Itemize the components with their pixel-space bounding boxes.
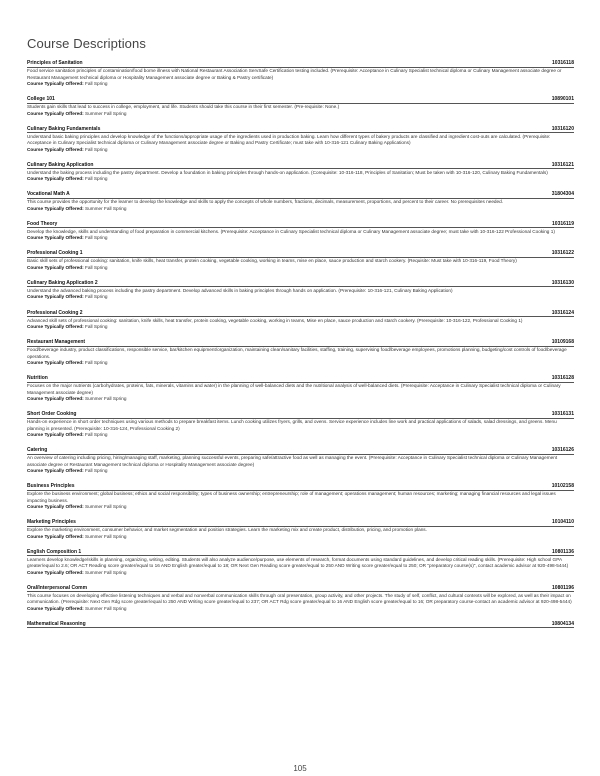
offered-label: Course Typically Offered: xyxy=(27,80,84,86)
course-header xyxy=(27,191,574,199)
course-header xyxy=(27,585,574,593)
course-offered xyxy=(27,81,574,87)
course-code: 10316128 xyxy=(551,375,574,382)
offered-terms: Fall Spring xyxy=(85,294,108,300)
course-entry xyxy=(27,411,574,438)
course-header xyxy=(27,483,574,491)
offered-label: Course Typically Offered: xyxy=(27,205,84,211)
offered-terms: Summer Fall Spring xyxy=(85,605,127,611)
course-description: Explore the business environment; global business; ethics and social responsibility; types of business ownership; entrepreneurship; role of management; operations management; human resources; marketing; managing financial resources and legal issues impacting business. xyxy=(27,491,556,503)
course-code: 31804304 xyxy=(551,191,574,198)
offered-terms: Fall Spring xyxy=(85,468,108,474)
course-entry xyxy=(27,549,574,576)
course-header xyxy=(27,221,574,229)
course-name: Business Principles xyxy=(27,483,75,490)
offered-label: Course Typically Offered: xyxy=(27,110,84,116)
course-offered xyxy=(27,606,574,612)
course-description: Food service sanitation principles of contamination/food borne illness with National Restaurant Association ServSafe Certification testing included. (Prerequisite: Acceptance in Culinary Specialist technical diploma or Culinary Management associate degree or Restaurant Management technical diploma or Hospitality Management associate degree or Baking & Pastry certificate) xyxy=(27,68,562,80)
offered-label: Course Typically Offered: xyxy=(27,235,84,241)
course-entry xyxy=(27,339,574,366)
course-name: Catering xyxy=(27,447,48,454)
course-name: Vocational Math A xyxy=(27,191,70,198)
offered-label: Course Typically Offered: xyxy=(27,360,84,366)
course-name: Culinary Baking Fundamentals xyxy=(27,125,101,132)
course-entry xyxy=(27,519,574,540)
course-description: Advanced skill sets of professional cooking: sanitation, knife skills, heat transfer, protein cooking, vegetable cooking, working in teams, Mise en place, sauce production and starch cookery. (Prerequisite: 10-316-122, Professional Cooking 1) xyxy=(27,317,523,323)
course-header xyxy=(27,411,574,419)
course-description: This course provides the opportunity for the learner to develop the knowledge and skills to apply the concepts of whole numbers, fractions, decimals, measurement, proportions, and percent to their career. No prerequisites needed. xyxy=(27,199,504,205)
course-offered xyxy=(27,534,574,540)
course-offered xyxy=(27,360,574,366)
course-description: Focuses on the major nutrients (carbohydrates, proteins, fats, minerals, vitamins and water) in the planning of well-balanced diets and the nutritional analysis of well-balanced diets. (Prerequisite: Acceptance in Culinary Specialist technical diploma or Culinary Management associate degree) xyxy=(27,383,561,395)
offered-label: Course Typically Offered: xyxy=(27,533,84,539)
course-offered xyxy=(27,265,574,271)
offered-terms: Summer Fall Spring xyxy=(85,205,127,211)
course-header xyxy=(27,280,574,288)
offered-terms: Summer Fall Spring xyxy=(85,504,127,510)
offered-label: Course Typically Offered: xyxy=(27,605,84,611)
course-entry xyxy=(27,191,574,212)
course-code: 10316126 xyxy=(551,447,574,454)
course-offered xyxy=(27,504,574,510)
course-offered xyxy=(27,235,574,241)
offered-terms: Fall Spring xyxy=(85,432,108,438)
course-name: Professional Cooking 1 xyxy=(27,250,83,257)
course-description: Understand the baking process including the pastry department. Develop a foundation in baking principles through hands-on application. (Corequisite: 10-316-118, Principles of Sanitation; Must be taken with 10-316-120, Culinary Baking Fundamentals) xyxy=(27,169,548,175)
course-code: 10102158 xyxy=(551,483,574,490)
offered-label: Course Typically Offered: xyxy=(27,569,84,575)
offered-label: Course Typically Offered: xyxy=(27,264,84,270)
course-header xyxy=(27,60,574,68)
course-header xyxy=(27,162,574,170)
offered-terms: Summer Fall Spring xyxy=(85,569,127,575)
offered-terms: Fall Spring xyxy=(85,176,108,182)
course-name: Marketing Principles xyxy=(27,519,76,526)
course-code: 10316121 xyxy=(551,161,574,168)
course-entry xyxy=(27,483,574,510)
course-offered xyxy=(27,147,574,153)
offered-terms: Summer Fall Spring xyxy=(85,533,127,539)
course-offered xyxy=(27,432,574,438)
course-header xyxy=(27,339,574,347)
page-number: 105 xyxy=(293,764,307,773)
course-code: 10316124 xyxy=(551,309,574,316)
course-header xyxy=(27,375,574,383)
course-code: 10801136 xyxy=(552,548,574,555)
course-entry xyxy=(27,375,574,402)
course-entry xyxy=(27,126,574,153)
course-description: Learners develop knowledge/skills in planning, organizing, writing, editing. Students will also analyze audience/purpose, use elements of research, format documents using standard guidelines, and develop critical reading skills. (Prerequisite: High school GPA greater/equal to 2.6; OR ACT Reading score greater/equal to 16 AND English greater/equal to 18; OR Next Gen Reading score greater/equal to 250 AND Writing score greater/equal to 250; OR "preparatory course(s)", contact academic advisor at 920-498-5444) xyxy=(27,556,569,569)
course-description: Food/beverage industry, product classifications, responsible service, bar/kitchen equipment/organization, maintaining clean/sanitary facilities, staffing, training, supervising food/beverage employees, promotions planning, budgeting/cost controls of food/beverage operations. xyxy=(27,347,567,359)
course-header xyxy=(27,310,574,318)
course-entry xyxy=(27,60,574,87)
course-header xyxy=(27,549,574,557)
course-entry xyxy=(27,447,574,474)
course-name: Culinary Baking Application xyxy=(27,161,94,168)
offered-label: Course Typically Offered: xyxy=(27,176,84,182)
course-name: English Composition 1 xyxy=(27,548,82,555)
course-name: Short Order Cooking xyxy=(27,411,77,418)
course-header xyxy=(27,621,574,629)
course-offered xyxy=(27,206,574,212)
course-name: Mathematical Reasoning xyxy=(27,620,86,627)
course-description: Explore the marketing environment, consumer behavior, and market segmentation and position strategies. Learn the marketing mix and create product, distribution, pricing, and promotion plans. xyxy=(27,527,427,533)
course-code: 10316119 xyxy=(552,220,574,227)
course-code: 10316131 xyxy=(551,411,574,418)
course-code: 10316120 xyxy=(551,125,574,132)
course-entry xyxy=(27,96,574,117)
offered-terms: Fall Spring xyxy=(85,146,108,152)
offered-terms: Summer Fall Spring xyxy=(85,110,127,116)
course-list xyxy=(27,60,574,637)
course-header xyxy=(27,250,574,258)
course-code: 10801196 xyxy=(552,584,574,591)
course-name: Principles of Sanitation xyxy=(27,60,83,66)
course-offered xyxy=(27,111,574,117)
course-code: 10316122 xyxy=(551,250,574,257)
course-entry xyxy=(27,280,574,301)
course-entry xyxy=(27,621,574,629)
course-code: 10804134 xyxy=(551,620,574,627)
course-entry xyxy=(27,310,574,331)
offered-terms: Fall Spring xyxy=(85,264,108,270)
course-code: 10890101 xyxy=(551,96,574,102)
course-offered xyxy=(27,468,574,474)
course-header xyxy=(27,519,574,527)
course-offered xyxy=(27,570,574,576)
course-description: Students gain skills that lead to success in college, employment, and life. Students should take this course in their first semester. (Pre-requisite: None.) xyxy=(27,104,340,110)
course-header xyxy=(27,447,574,455)
course-description: Develop the knowledge, skills and understanding of food preparation in commercial kitchens. (Prerequisite: Acceptance in Culinary Specialist technical diploma or Culinary Management associate degree; must take with 10-316-122 Professional Cooking 1) xyxy=(27,228,555,234)
course-description: Understand the advanced baking process including the pastry department. Develop advanced skills in baking principles through hands on application. (Prerequisite: 10-316-121, Culinary Baking Application) xyxy=(27,288,453,294)
course-code: 10316118 xyxy=(552,60,574,66)
offered-label: Course Typically Offered: xyxy=(27,146,84,152)
course-code: 10316130 xyxy=(551,279,574,286)
course-offered xyxy=(27,324,574,330)
course-offered xyxy=(27,396,574,402)
course-code: 10104110 xyxy=(552,519,574,526)
offered-label: Course Typically Offered: xyxy=(27,294,84,300)
offered-terms: Fall Spring xyxy=(85,360,108,366)
offered-terms: Fall Spring xyxy=(85,80,108,86)
course-name: Culinary Baking Application 2 xyxy=(27,279,98,286)
course-offered xyxy=(27,294,574,300)
course-entry xyxy=(27,585,574,612)
course-name: Restaurant Management xyxy=(27,339,86,346)
course-header xyxy=(27,96,574,104)
offered-label: Course Typically Offered: xyxy=(27,324,84,330)
course-entry xyxy=(27,221,574,242)
course-entry xyxy=(27,162,574,183)
course-description: Basic skill sets of professional cooking: sanitation, knife skills, heat transfer, protein cooking, vegetable cooking, working in teams, mise en place, sauce production and starch cookery. (Requisite: Must take with 10-316-119, Food Theory) xyxy=(27,258,517,264)
course-code: 10109168 xyxy=(551,339,574,346)
offered-label: Course Typically Offered: xyxy=(27,468,84,474)
offered-terms: Fall Spring xyxy=(85,235,108,241)
course-name: Professional Cooking 2 xyxy=(27,309,83,316)
course-description: Understand basic baking principles and develop knowledge of the functions/appropriate usage of the ingredients used in production baking. Learn how different types of bakery products are classified and ingredient cost-outs are calculated. (Prerequisite: Acceptance in Culinary Specialist technical diploma or Culinary Management associate degree or Baking and Pastry Certificate; must take with 10-316-121 Culinary Baking Applications) xyxy=(27,133,551,146)
offered-terms: Summer Fall Spring xyxy=(85,396,127,402)
course-offered xyxy=(27,176,574,182)
course-description: This course focuses on developing effective listening techniques and verbal and nonverbal communication skills through oral presentation, group activity, and other projects. The study of self, conflict, and cultural contexts will be explored, as well as their impact on communication. (Prerequisite: Next Gen Rdg score greater/equal to 250 AND Writing score greater/equal to 237; OR ACT Rdg score greater/equal to 16 AND English score greater/equal to 16; OR preparatory course-contact an academic advisor at 920-498-5444) xyxy=(27,592,572,605)
course-name: Oral/Interpersonal Comm xyxy=(27,584,88,591)
page-title: Course Descriptions xyxy=(27,36,146,51)
course-name: Nutrition xyxy=(27,375,48,382)
course-entry xyxy=(27,250,574,271)
offered-label: Course Typically Offered: xyxy=(27,396,84,402)
course-header xyxy=(27,126,574,134)
course-name: Food Theory xyxy=(27,220,58,227)
offered-label: Course Typically Offered: xyxy=(27,504,84,510)
offered-label: Course Typically Offered: xyxy=(27,432,84,438)
course-description: Hands-on experience in short order techniques using various methods to prepare breakfast items. Lunch cooking utilizes fryers, grills, and ovens. Service experience includes line work and practical applications of salads, salad dressings, and greens. Menu planning is presented. (Prerequisite: 10-316-124, Professional Cooking 2) xyxy=(27,419,557,431)
offered-terms: Fall Spring xyxy=(85,324,108,330)
course-name: College 101 xyxy=(27,96,55,102)
course-description: An overview of catering including pricing, hiring/managing staff, marketing, planning successful events, preparing safe/attractive food as well as managing the event. (Prerequisite: Acceptance in Culinary Specialist technical diploma or Culinary Management associate degree or Restaurant Management technical diploma or Hospitality Management associate degree) xyxy=(27,455,558,467)
